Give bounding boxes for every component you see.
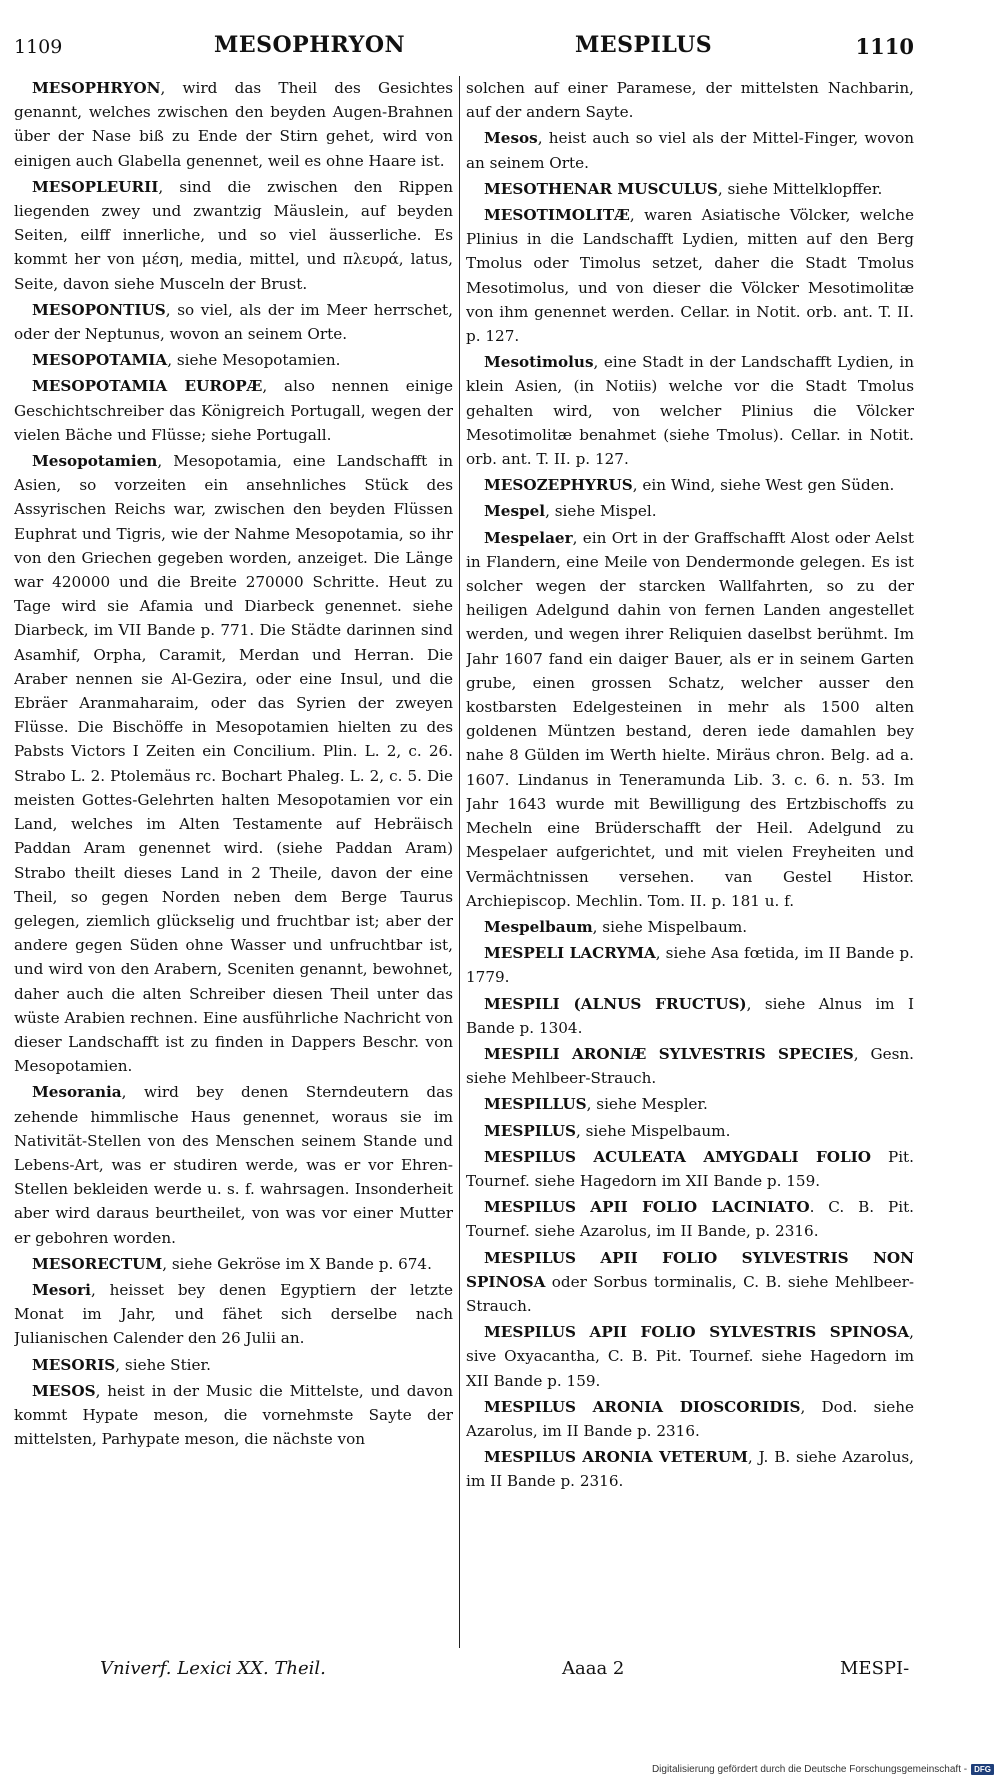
entry-text: , J. B. siehe Azarolus, im II Bande p. 2316. (466, 1448, 914, 1491)
entry-text: , heisset bey denen Egyptiern der letzte Monat im Jahr, und fähet sich derselbe nach Julianischen Calender den 26 Julii an. (14, 1280, 453, 1348)
entry-text: , wird das Theil des Gesichtes genannt, welches zwischen den beyden Augen-Brahnen über der Nase biß zu Ende der Stirn gehet, wird von einigen auch Glabella genennet, weil es ohne Haare ist. (14, 79, 453, 170)
entry-text: , Dod. siehe Azarolus, im II Bande p. 2316. (466, 1397, 914, 1440)
dictionary-entry (466, 1395, 914, 1443)
dictionary-entry (14, 348, 453, 372)
left-column (14, 76, 453, 1646)
entry-text: , eine Stadt in der Landschafft Lydien, in klein Asien, (in Notiis) welche vor die Stadt Tmolus gehalten wird, von welcher Plinius die Völcker Mesotimolitæ benahmet (siehe Tmolus). Cellar. in Notit. orb. ant. T. II. p. 127. (466, 353, 914, 469)
credit-text: Digitalisierung gefördert durch die Deutsche Forschungsgemeinschaft - (651, 1764, 968, 1775)
catchword: MESPI- (840, 1658, 910, 1679)
dictionary-entry (14, 1080, 453, 1249)
entry-headword: MESOTHENAR MUSCULUS (484, 179, 718, 198)
entry-text: , heist in der Music die Mittelste, und davon kommt Hypate meson, die vornehmste Sayte der mittelsten, Parhypate meson, die nächste von (14, 1381, 453, 1449)
entry-text: , siehe Mispel. (545, 502, 657, 521)
digitization-credit (652, 1764, 994, 1775)
dictionary-entry (466, 177, 914, 201)
dictionary-entry (466, 526, 914, 913)
entry-headword: MESPELI LACRYMA (484, 944, 656, 963)
entry-headword: Mesori (32, 1280, 91, 1299)
entry-headword: Mespelaer (484, 528, 573, 547)
dictionary-entry (466, 126, 914, 174)
dictionary-entry (466, 350, 914, 471)
entry-text: , heist auch so viel als der Mittel-Finger, wovon an seinem Orte. (466, 129, 914, 172)
entry-headword: MESPILI (ALNUS FRUCTUS) (484, 994, 747, 1013)
entry-text: Pit. Tournef. siehe Hagedorn im XII Bande p. 159. (466, 1147, 914, 1190)
column-divider (459, 76, 460, 1648)
entry-headword: Mesorania (32, 1083, 122, 1102)
dictionary-entry (466, 1092, 914, 1116)
dictionary-entry (466, 203, 914, 348)
dictionary-entry (466, 76, 914, 124)
dictionary-entry (14, 76, 453, 173)
entry-text: . C. B. Pit. Tournef. siehe Azarolus, im II Bande, p. 2316. (466, 1198, 914, 1241)
entry-headword: MESPILI ARONIÆ SYLVESTRIS SPECIES (484, 1044, 854, 1063)
entry-headword: MESOPOTAMIA EUROPÆ (32, 377, 263, 396)
signature-note: Vniverf. Lexici XX. Theil. (100, 1658, 326, 1679)
entry-headword: Mesotimolus (484, 353, 594, 372)
dictionary-entry (466, 473, 914, 497)
entry-headword: MESOPLEURII (32, 177, 159, 196)
dictionary-entry (466, 1042, 914, 1090)
entry-text: , siehe Mispelbaum. (592, 917, 748, 936)
entry-headword: MESPILUS APII FOLIO SYLVESTRIS NON SPINOSA (466, 1248, 914, 1291)
dictionary-entry (14, 374, 453, 447)
running-head-left: MESOPHRYON (214, 32, 406, 58)
page-footer (0, 1654, 1000, 1688)
entry-headword: MESPILUS ARONIA VETERUM (484, 1448, 748, 1467)
entry-headword: MESOPOTAMIA (32, 351, 168, 370)
entry-text: , so viel, als der im Meer herrschet, oder der Neptunus, wovon an seinem Orte. (14, 300, 453, 344)
dictionary-entry (466, 499, 914, 523)
entry-headword: Mespel (484, 502, 546, 521)
entry-headword: MESOTIMOLITÆ (484, 206, 630, 225)
page-header (14, 26, 914, 70)
entry-text: , sive Oxyacantha, C. B. Pit. Tournef. siehe Hagedorn im XII Bande p. 159. (466, 1323, 914, 1390)
dictionary-entry (466, 992, 914, 1040)
entry-text: , siehe Mittelklopffer. (717, 179, 883, 198)
entry-text: , siehe Asa fœtida, im II Bande p. 1779. (466, 944, 914, 987)
dictionary-entry (466, 1246, 914, 1319)
entry-headword: MESORIS (32, 1355, 116, 1374)
dictionary-entry (14, 1278, 453, 1351)
dictionary-entry (14, 298, 453, 346)
entry-text: , also nennen einige Geschichtschreiber das Königreich Portugall, wegen der vielen Bäche und Flüsse; siehe Portugall. (14, 377, 453, 444)
dictionary-entry (466, 915, 914, 939)
custos: Aaaa 2 (562, 1658, 625, 1679)
entry-text: , Mesopotamia, eine Landschafft in Asien, so vorzeiten ein ansehnliches Stück des Assyrischen Reichs war, zwischen den beyden Flüssen Euphrat und Tigris, wie der Nahme Mesopotamia, so ihr von den Griechen gegeben worden, anzeiget. Die Länge war 420000 und die Breite 270000 Schritte. Heut zu Tage wird sie Afamia und Diarbeck genennet. siehe Diarbeck, im VII Bande p. 771. Die Städte darinnen sind Asamhif, Orpha, Caramit, Merdan und Herran. Die Araber nennen sie Al-Gezira, oder eine Insul, und die Ebräer Aranmaharaim, oder das Syrien der zweyen Flüsse. Die Bischöffe in Mesopotamien hielten zu des Pabsts Victors I Zeiten ein Concilium. Plin. L. 2, c. 26. Strabo L. 2. Ptolemäus rc. Bochart Phaleg. L. 2, c. 5. Die meisten Gottes-Gelehrten halten Mesopotamien vor ein Land, welches im Alten Testamente auf Hebräisch Paddan Aram genennet wird. (siehe Paddan Aram) Strabo theilt dieses Land in 2 Theile, davon der eine Theil, so gegen Norden neben dem Berge Taurus gelegen, ziemlich glückselig und fruchtbar ist; aber der andere gegen Süden ohne Wasser und unfruchtbar ist, und wird von den Arabern, Sceniten genannt, bewohnet, daher auch die alten Schreiber diesen Theil unter das wüste Arabien rechnen. Eine ausführliche Nachricht von dieser Landschafft ist zu finden in Dappers Beschr. von Mesopotamien. (14, 452, 453, 1076)
entry-text: , siehe Mespler. (586, 1095, 708, 1114)
dictionary-entry (466, 941, 914, 989)
entry-text: solchen auf einer Paramese, der mittelsten Nachbarin, auf der andern Sayte. (466, 79, 914, 122)
entry-text: oder Sorbus torminalis, C. B. siehe Mehlbeer-Strauch. (466, 1272, 914, 1315)
dictionary-entry (14, 1252, 453, 1276)
dictionary-entry (466, 1195, 914, 1243)
dictionary-entry (466, 1320, 914, 1393)
entry-text: , sind die zwischen den Rippen liegenden zwey und zwantzig Mäuslein, auf beyden Seiten, eilff innerliche, und so viel äusserliche. Es kommt her von μέση, media, mittel, und πλευρά, latus, Seite, davon siehe Musceln der Brust. (14, 177, 453, 293)
entry-headword: MESOPONTIUS (32, 300, 166, 319)
dictionary-entry (14, 449, 453, 1078)
entry-text: , ein Ort in der Graffschafft Alost oder Aelst in Flandern, eine Meile von Dendermonde gelegen. Es ist solcher wegen der starcken Wallfahrten, so zu der heiligen Adelgund dahin von fernen Landen angestellet werden, und wegen ihrer Reliquien daselbst berühmt. Im Jahr 1607 fand ein daiger Bauer, als er in seinem Garten grube, einen grossen Schatz, welcher ausser den kostbarsten Edelgesteinen in mehr als 1500 alten goldenen Müntzen bestand, deren iede damahlen bey nahe 8 Gülden im Werth hielte. Miräus chron. Belg. ad a. 1607. Lindanus in Teneramunda Lib. 3. c. 6. n. 53. Im Jahr 1643 wurde mit Bewilligung des Ertzbischoffs zu Mecheln eine Brüderschafft der Heil. Adelgund zu Mespelaer aufgerichtet, und mit vielen Freyheiten und Vermächtnissen versehen. van Gestel Histor. Archiepiscop. Mechlin. Tom. II. p. 181 u. f. (466, 528, 914, 910)
entry-text: , siehe Gekröse im X Bande p. 674. (162, 1254, 432, 1273)
page-number-right: 1110 (855, 34, 914, 59)
dictionary-entry (14, 1353, 453, 1377)
entry-headword: MESPILUS APII FOLIO LACINIATO (484, 1198, 810, 1217)
entry-text: , siehe Stier. (115, 1355, 211, 1374)
entry-headword: MESPILLUS (484, 1095, 587, 1114)
entry-text: , Gesn. siehe Mehlbeer-Strauch. (466, 1044, 914, 1088)
entry-headword: MESPILUS ARONIA DIOSCORIDIS (484, 1397, 801, 1416)
dictionary-entry (466, 1119, 914, 1143)
dictionary-entry (466, 1145, 914, 1193)
entry-headword: MESPILUS (484, 1121, 576, 1140)
dictionary-entry (14, 1379, 453, 1452)
entry-headword: MESPILUS APII FOLIO SYLVESTRIS SPINOSA (484, 1323, 910, 1342)
dfg-logo: DFG (971, 1764, 994, 1775)
entry-headword: MESORECTUM (32, 1254, 163, 1273)
entry-headword: Mesos (484, 129, 538, 148)
entry-text: , wird bey denen Sterndeutern das zehende himmlische Haus genennet, woraus sie im Nativität-Stellen von des Menschen seinem Stande und Lebens-Art, was er studiren werde, was er vor Ehren-Stellen bekleiden werde u. s. f. wahrsagen. Insonderheit aber wird daraus beurtheilet, von was vor einer Mutter er gebohren worden. (14, 1083, 453, 1247)
entry-headword: MESOZEPHYRUS (484, 476, 633, 495)
entry-headword: Mespelbaum (484, 917, 593, 936)
dictionary-entry (466, 1445, 914, 1493)
entry-text: , siehe Alnus im I Bande p. 1304. (466, 994, 914, 1037)
entry-headword: MESPILUS ACULEATA AMYGDALI FOLIO (484, 1147, 871, 1166)
entry-text: , waren Asiatische Völcker, welche Plinius in die Landschafft Lydien, mitten auf den Berg Tmolus oder Timolus setzet, daher die Stadt Tmolus Mesotimolus, und von dieser die Völcker Mesotimolitæ von ihm genennet werden. Cellar. in Notit. orb. ant. T. II. p. 127. (466, 206, 914, 346)
page-number-left: 1109 (14, 36, 63, 58)
right-column (466, 76, 914, 1646)
entry-headword: MESOS (32, 1381, 96, 1400)
running-head-right: MESPILUS (575, 32, 713, 58)
entry-text: , siehe Mispelbaum. (575, 1121, 731, 1140)
dictionary-entry (14, 175, 453, 296)
entry-headword: Mesopotamien (32, 452, 158, 471)
entry-headword: MESOPHRYON (32, 79, 161, 97)
entry-text: , ein Wind, siehe West gen Süden. (632, 476, 895, 495)
entry-text: , siehe Mesopotamien. (167, 351, 341, 370)
